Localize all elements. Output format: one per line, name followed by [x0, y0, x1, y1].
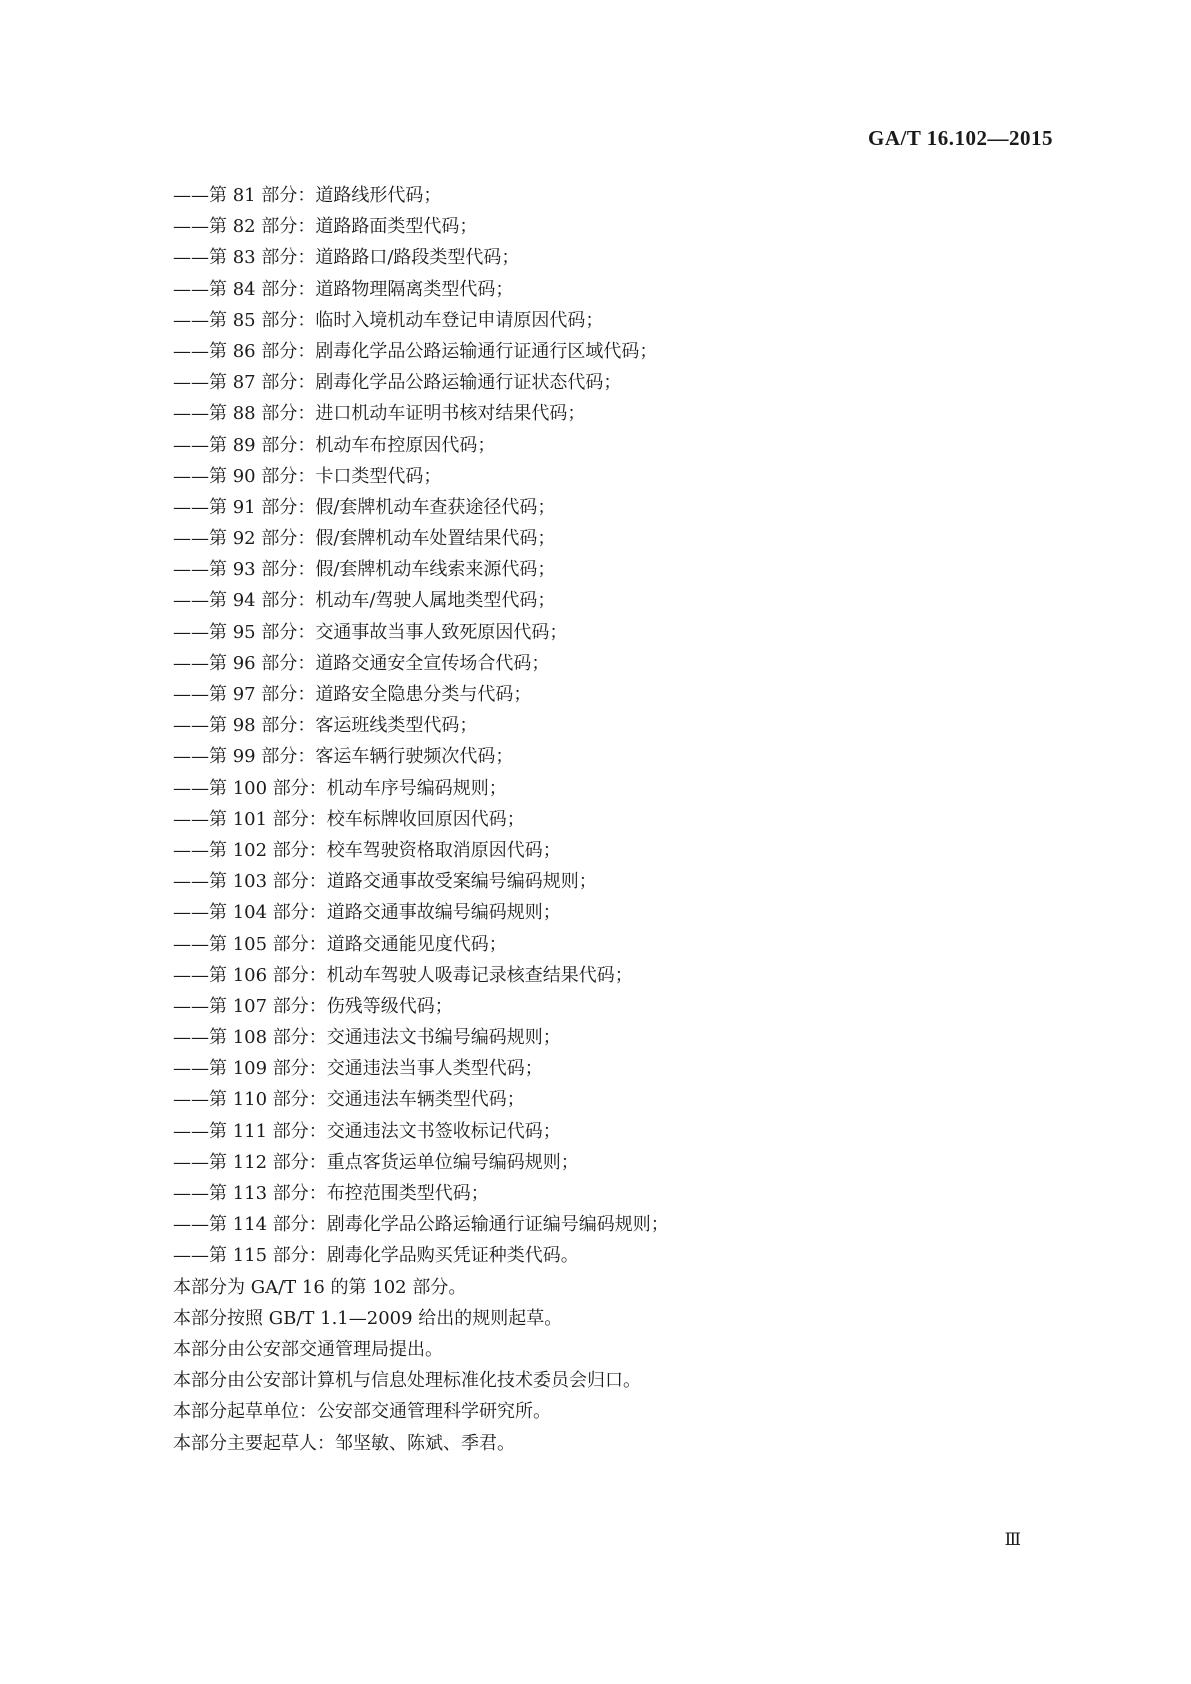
statement-paragraph: 本部分为 GA/T 16 的第 102 部分。 [173, 1276, 467, 1298]
list-item: ——第 85 部分：临时入境机动车登记申请原因代码； [173, 309, 604, 331]
list-item: ——第 107 部分：伤残等级代码； [173, 995, 453, 1017]
list-item: ——第 81 部分：道路线形代码； [173, 185, 442, 206]
list-item: ——第 96 部分：道路交通安全宣传场合代码； [173, 652, 550, 674]
list-item: ——第 87 部分：剧毒化学品公路运输通行证状态代码； [173, 372, 622, 394]
list-item: ——第 92 部分：假/套牌机动车处置结果代码； [173, 528, 556, 550]
list-item: ——第 102 部分：校车驾驶资格取消原因代码； [173, 839, 561, 861]
list-item: ——第 114 部分：剧毒化学品公路运输通行证编号编码规则； [173, 1214, 669, 1236]
list-item: ——第 99 部分：客运车辆行驶频次代码； [173, 746, 514, 768]
list-item: ——第 109 部分：交通违法当事人类型代码； [173, 1058, 543, 1080]
list-item: ——第 104 部分：道路交通事故编号编码规则； [173, 902, 561, 924]
list-item: ——第 112 部分：重点客货运单位编号编码规则； [173, 1151, 579, 1173]
list-item: ——第 91 部分：假/套牌机动车查获途径代码； [173, 496, 556, 518]
list-item: ——第 94 部分：机动车/驾驶人属地类型代码； [173, 590, 556, 612]
statement-paragraph: 本部分由公安部交通管理局提出。 [173, 1338, 443, 1360]
list-item: ——第 88 部分：进口机动车证明书核对结果代码； [173, 403, 586, 425]
list-item: ——第 95 部分：交通事故当事人致死原因代码； [173, 621, 568, 643]
list-item: ——第 105 部分：道路交通能见度代码； [173, 933, 507, 955]
statement-paragraph: 本部分主要起草人：邹坚敏、陈斌、季君。 [173, 1432, 515, 1454]
list-item: ——第 115 部分：剧毒化学品购买凭证种类代码。 [173, 1245, 579, 1267]
list-item: ——第 93 部分：假/套牌机动车线索来源代码； [173, 559, 556, 581]
statement-paragraph: 本部分由公安部计算机与信息处理标准化技术委员会归口。 [173, 1370, 641, 1392]
list-item: ——第 82 部分：道路路面类型代码； [173, 216, 478, 238]
statement-paragraph: 本部分起草单位：公安部交通管理科学研究所。 [173, 1401, 551, 1423]
document-body [173, 180, 1053, 1459]
page-number: Ⅲ [1004, 1530, 1021, 1549]
list-item: ——第 89 部分：机动车布控原因代码； [173, 434, 496, 456]
list-item: ——第 100 部分：机动车序号编码规则； [173, 777, 507, 799]
list-item: ——第 84 部分：道路物理隔离类型代码； [173, 278, 514, 300]
list-item: ——第 97 部分：道路安全隐患分类与代码； [173, 684, 532, 705]
parts-list [173, 180, 1053, 1272]
list-item: ——第 86 部分：剧毒化学品公路运输通行证通行区域代码； [173, 340, 658, 362]
list-item: ——第 83 部分：道路路口/路段类型代码； [173, 247, 520, 269]
standard-code-header: GA/T 16.102—2015 [868, 126, 1053, 150]
list-item: ——第 113 部分：布控范围类型代码； [173, 1183, 489, 1204]
list-item: ——第 103 部分：道路交通事故受案编号编码规则； [173, 871, 597, 893]
statement-paragraph: 本部分按照 GB/T 1.1—2009 给出的规则起草。 [173, 1307, 563, 1329]
list-item: ——第 110 部分：交通违法车辆类型代码； [173, 1089, 525, 1111]
list-item: ——第 111 部分：交通违法文书签收标记代码； [173, 1120, 561, 1142]
list-item: ——第 106 部分：机动车驾驶人吸毒记录核查结果代码； [173, 964, 633, 986]
list-item: ——第 98 部分：客运班线类型代码； [173, 715, 478, 737]
list-item: ——第 108 部分：交通违法文书编号编码规则； [173, 1027, 561, 1049]
list-item: ——第 90 部分：卡口类型代码； [173, 465, 442, 487]
list-item: ——第 101 部分：校车标牌收回原因代码； [173, 808, 525, 830]
statements [173, 1272, 1053, 1459]
